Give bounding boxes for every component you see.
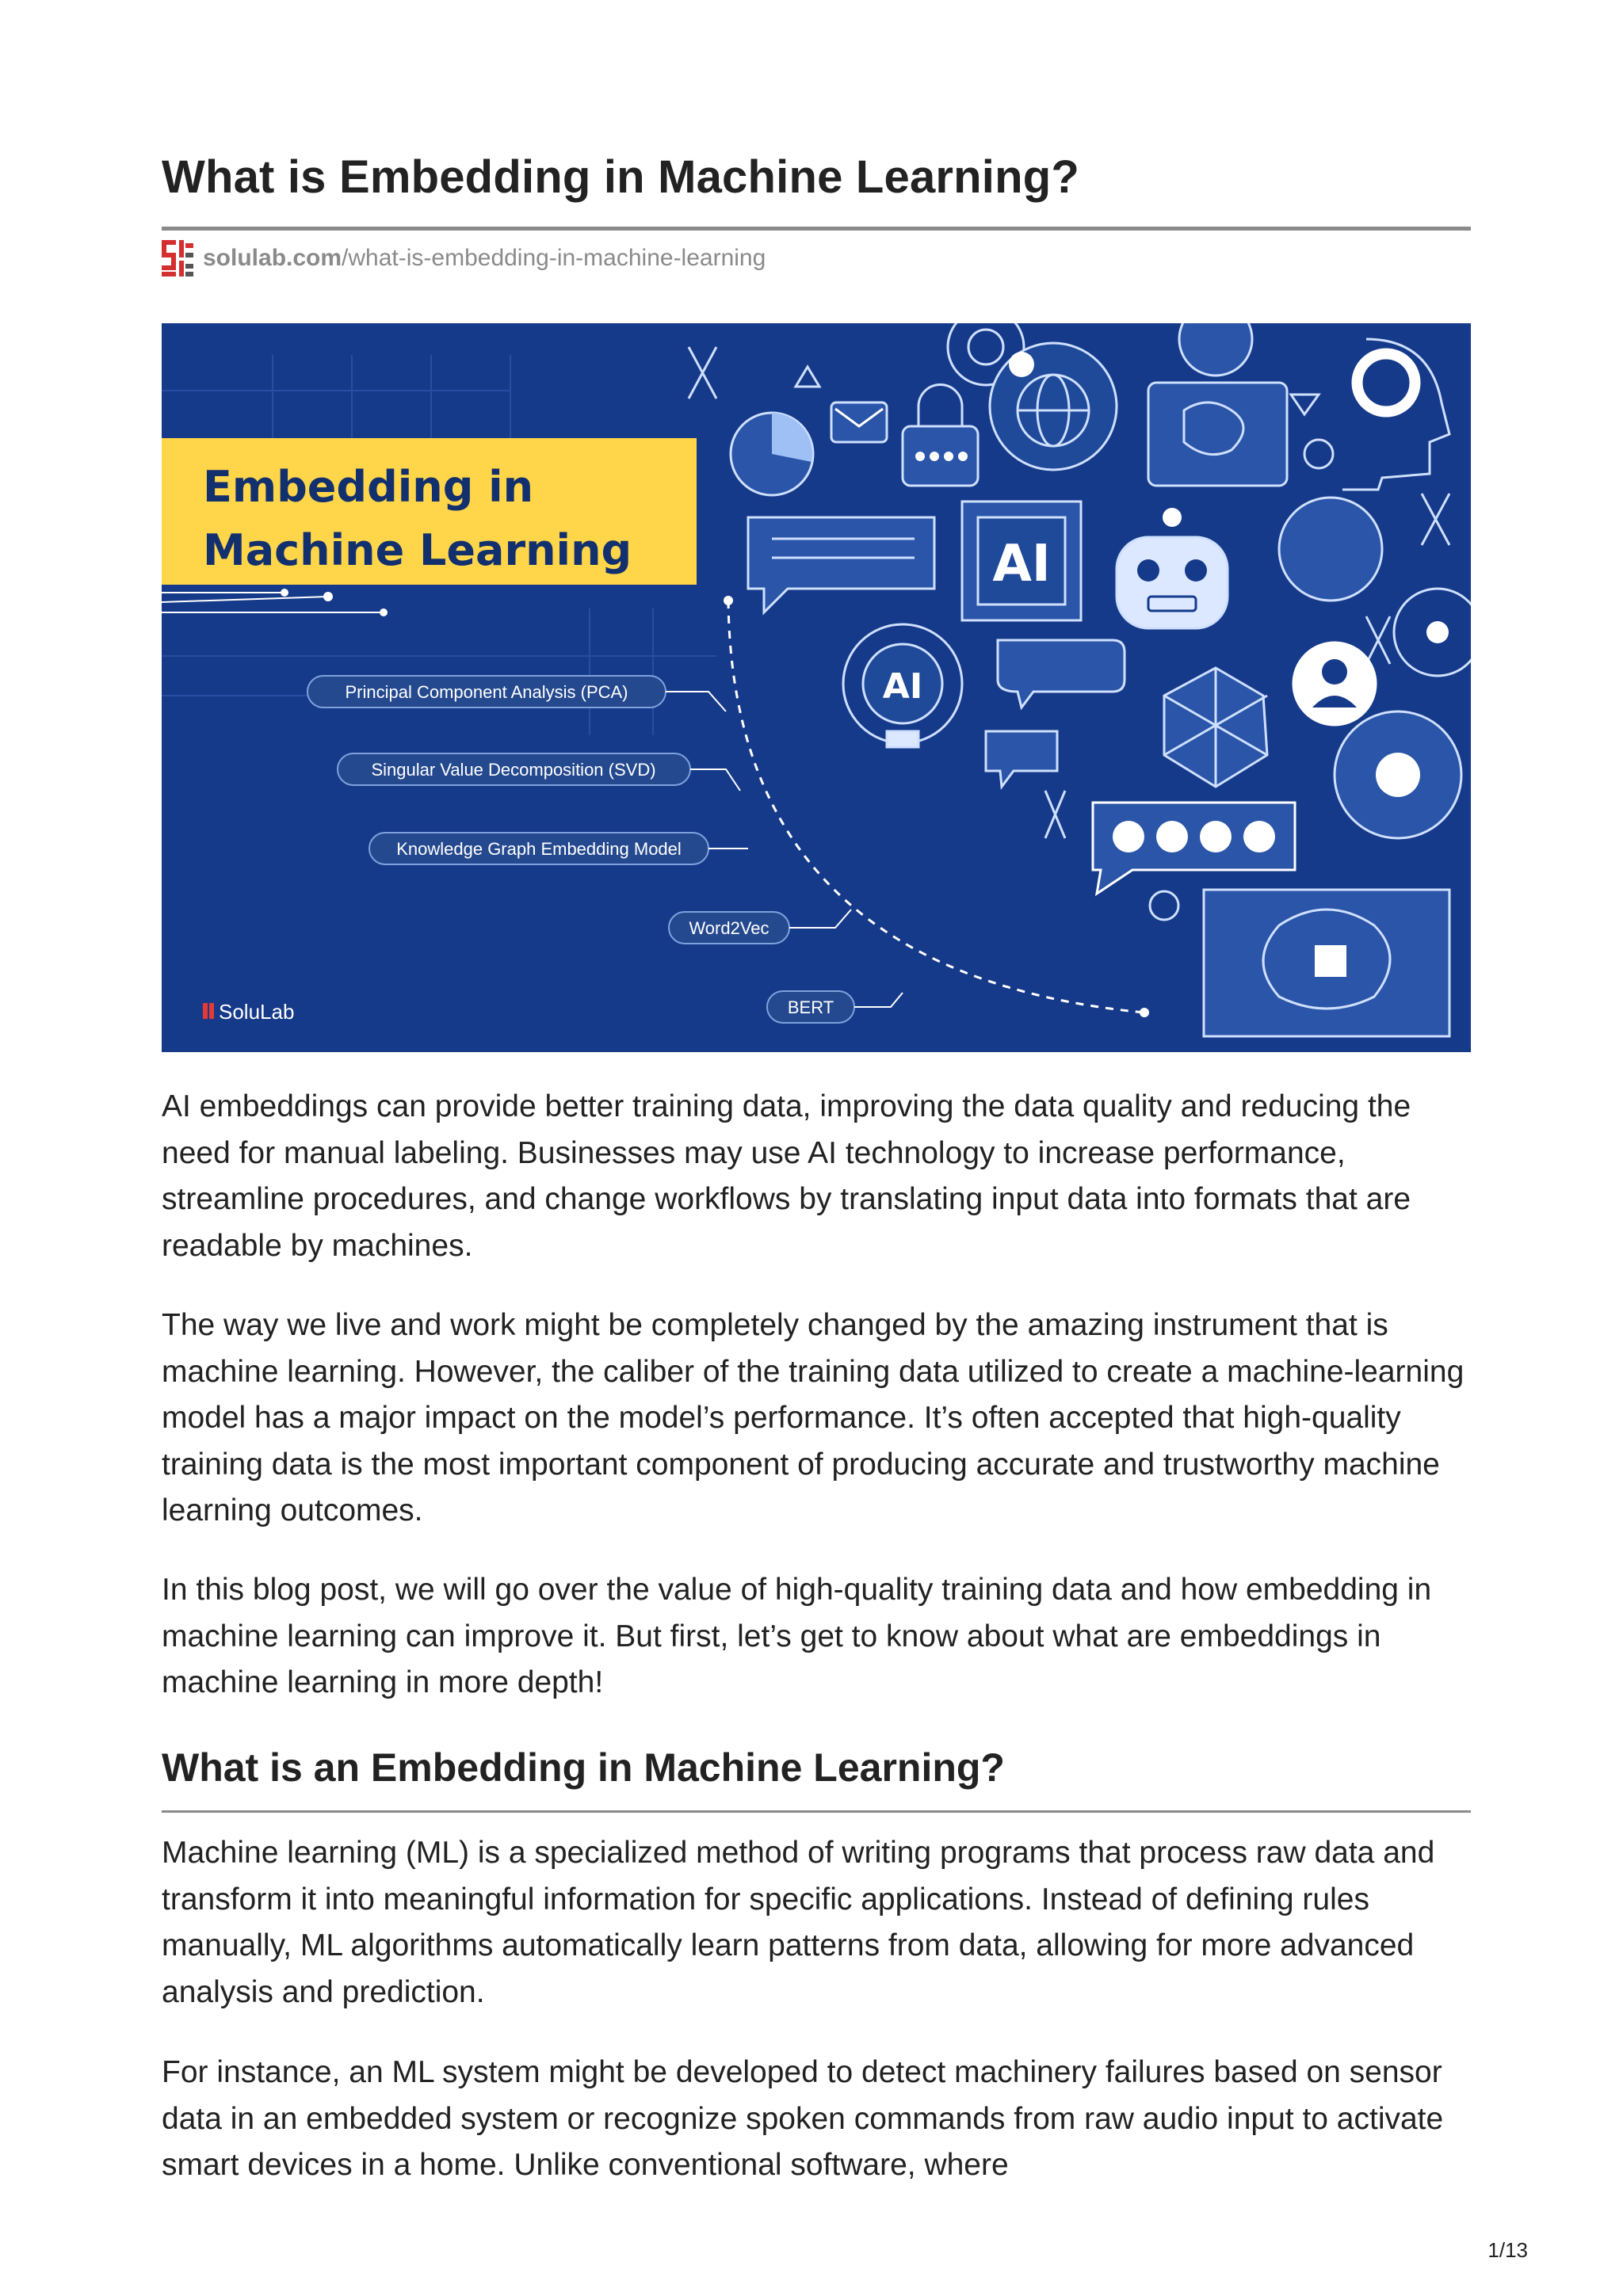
page-number: 1/13: [1487, 2238, 1528, 2262]
technique-pill: [669, 912, 789, 944]
body-paragraph: In this blog post, we will go over the value of high-quality training data and how embedding in machine learning can improve it. But first, let’s get to know about what are embeddings in machine learning in more depth!: [162, 1573, 1432, 1699]
brain-gear-icon: [1279, 498, 1382, 601]
body-paragraph: For instance, an ML system might be developed to detect machinery failures based on sensor data in an embedded system or recognize spoken commands from raw audio input to activate smart devices in a home. Unlike conventional software, where: [162, 2055, 1444, 2182]
solulab-favicon-icon: [162, 240, 193, 277]
source-host[interactable]: solulab.com: [203, 245, 342, 271]
source-path[interactable]: /what-is-embedding-in-machine-learning: [342, 245, 766, 271]
technique-pill: [338, 753, 690, 785]
robot-icon: [1117, 537, 1228, 628]
body-paragraph: AI embeddings can provide better training data, improving the data quality and reducing the need for manual labeling. Businesses may use AI technology to increase performance, streamline procedures, and change workflows by translating input data into formats that are readable by machines.: [162, 1089, 1411, 1263]
brand-name: SoluLab: [219, 1000, 295, 1024]
article-title: What is Embedding in Machine Learning?: [162, 151, 1079, 203]
hero-illustration: [162, 323, 1471, 1052]
technique-label: Word2Vec: [689, 918, 769, 938]
banner-line-1: Embedding in: [203, 462, 534, 512]
technique-label: BERT: [787, 997, 834, 1017]
title-divider: [162, 227, 1471, 231]
banner-line-2: Machine Learning: [203, 525, 632, 575]
source-line: [162, 239, 766, 277]
svg-text:AI: AI: [882, 666, 923, 707]
ai-chip-label: AI: [992, 535, 1051, 593]
section-divider: [162, 1810, 1471, 1813]
technique-pill: [767, 991, 854, 1023]
technique-pill: [307, 676, 666, 707]
body-paragraph: Machine learning (ML) is a specialized method of writing programs that process raw data and transform it into meaningful information for specific applications. Instead of defining rules manually, ML algorithms automatically learn patterns from data, allowing for more advanced analysis and prediction.: [162, 1836, 1435, 2009]
globe-icon: [990, 343, 1117, 470]
technique-pill: [369, 833, 708, 864]
section-heading: What is an Embedding in Machine Learning?: [162, 1745, 1005, 1790]
technique-label: Singular Value Decomposition (SVD): [371, 760, 656, 780]
brain-circuit-icon: [1148, 383, 1287, 486]
technique-label: Principal Component Analysis (PCA): [345, 682, 628, 702]
body-paragraph: The way we live and work might be completely changed by the amazing instrument that is machine learning. However, the caliber of the training data utilized to create a machine-learning model has a major impact on the model’s performance. It’s often accepted that high-quality training data is the most important component of producing accurate and trustworthy machine learning outcomes.: [162, 1308, 1465, 1527]
envelope-icon: [831, 402, 887, 442]
technique-label: Knowledge Graph Embedding Model: [396, 839, 682, 859]
